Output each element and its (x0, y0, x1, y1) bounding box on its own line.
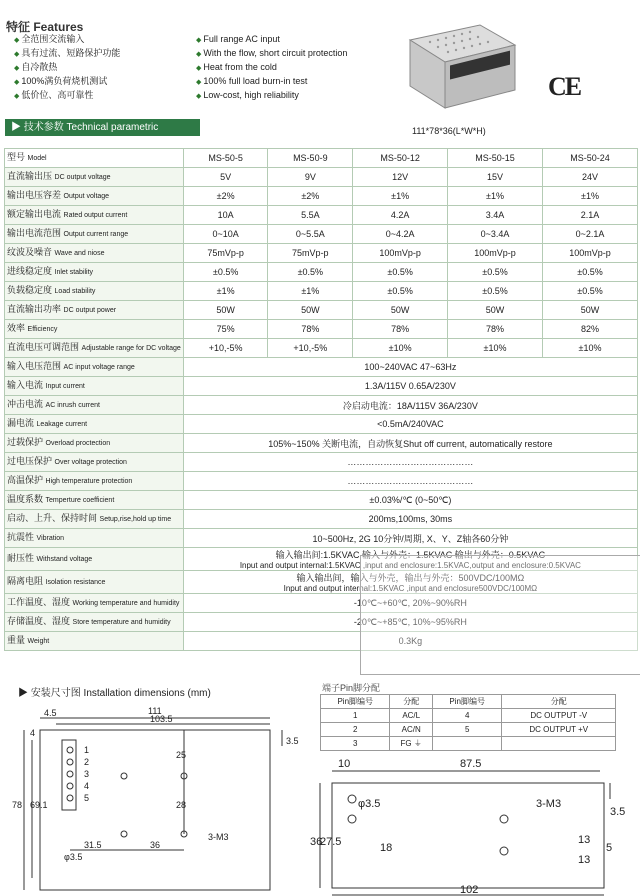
cell-value: 100~240VAC 47~63Hz (364, 362, 457, 372)
row-label-en: Over voltage protection (54, 459, 127, 466)
table-cell: ±10% (542, 339, 637, 358)
cell-value: <0.5mA/240VAC (377, 419, 444, 429)
cell-value: -10℃~+60℃, 20%~90%RH (353, 597, 467, 608)
table-cell: ±0.5% (183, 263, 268, 282)
pin-table-title: 端子Pin脚分配 (322, 683, 381, 693)
table-cell: 50W (448, 301, 543, 320)
table-row (5, 187, 638, 206)
table-cell (183, 358, 637, 377)
table-row (5, 510, 638, 529)
table-cell: 100mVp-p (542, 244, 637, 263)
table-cell: ±1% (268, 282, 353, 301)
table-cell: 82% (542, 320, 637, 339)
feature-item: ◆ Full range AC input (196, 33, 347, 47)
pin-cell: 3 (321, 737, 390, 751)
cell-value: 0.3Kg (398, 636, 423, 646)
dim-label: 3-M3 (536, 798, 562, 810)
table-row (5, 434, 638, 453)
dim-label: 3.5 (610, 806, 626, 818)
row-label (5, 339, 184, 358)
table-cell: 15V (448, 168, 543, 187)
row-label (5, 282, 184, 301)
model-header: MS-50-5 (183, 149, 268, 168)
table-header-row (5, 149, 638, 168)
feature-item: ◆ 100% full load burn-in test (196, 75, 347, 89)
row-label-cn: 效率 (7, 323, 26, 333)
table-cell: ±2% (183, 187, 268, 206)
cell-value: 105%~150% 关断电流，自动恢复Shut off current, automatically restore (268, 438, 553, 449)
row-label (5, 529, 184, 548)
cell-value: 冷启动电流：18A/115V 36A/230V (342, 400, 478, 411)
table-cell: 75mVp-p (268, 244, 353, 263)
table-cell: 100mVp-p (448, 244, 543, 263)
row-label-en: Working temperature and humidity (72, 600, 180, 607)
row-label-cn: 高温保护 (7, 475, 44, 485)
row-label-cn: 重量 (7, 635, 26, 645)
row-label (5, 510, 184, 529)
cell-value-en: Input and output internal:1.5KVAC ,input and enclosure:1.5KVAC,output and enclosure:0.5KVAC (239, 561, 581, 570)
feature-item: ◆ 具有过流、短路保护功能 (14, 47, 120, 61)
row-label-en: Inlet stability (54, 269, 94, 276)
row-label-en: Model (27, 155, 47, 162)
table-cell: 5.5A (268, 206, 353, 225)
row-label (5, 571, 184, 594)
pin-header: Pin脚编号 (432, 695, 501, 709)
table-cell: 75% (183, 320, 268, 339)
row-label-en: Temperture coefficient (45, 497, 115, 504)
row-label-en: AC inrush current (45, 402, 100, 409)
row-label-en: High temperature protection (45, 478, 133, 485)
table-cell: 10A (183, 206, 268, 225)
row-label-cn: 直流电压可调范围 (7, 342, 80, 352)
drawing-side-view (310, 755, 640, 896)
table-cell: 2.1A (542, 206, 637, 225)
table-cell (183, 510, 637, 529)
row-label (5, 377, 184, 396)
row-label-cn: 输入电流 (7, 380, 44, 390)
cell-value-en: Input and output internal:1.5KVAC ,input and enclosure500VDC/100MΩ (283, 584, 538, 593)
table-cell: ±10% (353, 339, 448, 358)
pin-cell: 5 (432, 723, 501, 737)
dim-label: φ3.5 (358, 798, 381, 810)
table-cell: ±2% (268, 187, 353, 206)
row-label-en: AC input voltage range (63, 364, 135, 371)
table-row (5, 415, 638, 434)
table-cell: +10,-5% (268, 339, 353, 358)
row-label-en: DC output voltage (54, 174, 111, 181)
row-label-en: Setup,rise,hold up time (99, 516, 172, 523)
table-cell (183, 491, 637, 510)
table-cell (183, 472, 637, 491)
row-label-en: DC output power (63, 307, 117, 314)
row-label-en: Adjustable range for DC voltage (81, 345, 181, 352)
model-header: MS-50-9 (268, 149, 353, 168)
row-label (5, 244, 184, 263)
row-label (5, 594, 184, 613)
row-label-cn: 存储温度、湿度 (7, 616, 71, 626)
dim-label: 102 (460, 884, 479, 896)
row-label (5, 263, 184, 282)
table-row (5, 377, 638, 396)
row-label-cn: 输入电压范围 (7, 361, 62, 371)
pin-cell: DC OUTPUT -V (502, 709, 616, 723)
row-label-cn: 抗震性 (7, 532, 35, 542)
feature-item: ◆ 低价位、高可靠性 (14, 89, 120, 103)
dim-label: 36 (150, 840, 161, 850)
dim-label: φ3.5 (64, 852, 83, 862)
pin-cell: AC/L (390, 709, 432, 723)
dim-label: 111 (148, 706, 162, 716)
row-label-cn: 启动、上升、保持时间 (7, 513, 98, 523)
dim-label: 87.5 (460, 758, 482, 770)
drawing-top-view (0, 700, 310, 896)
terminal-label: 2 (84, 757, 90, 767)
row-label-cn: 额定输出电流 (7, 209, 62, 219)
table-cell: 50W (353, 301, 448, 320)
row-label (5, 453, 184, 472)
terminal-label: 3 (84, 769, 90, 779)
cell-value: 1.3A/115V 0.65A/230V (364, 381, 456, 391)
row-label-cn: 冲击电流 (7, 399, 44, 409)
pin-cell: 4 (432, 709, 501, 723)
table-row (5, 168, 638, 187)
table-cell: ±1% (353, 187, 448, 206)
feature-item: ◆ 自冷散热 (14, 61, 120, 75)
row-label-en: Wave and niose (54, 250, 105, 257)
row-label-en: Input current (45, 383, 85, 390)
pin-cell: AC/N (390, 723, 432, 737)
table-cell (183, 434, 637, 453)
install-title: ▶ 安装尺寸图 Installation dimensions (mm) (18, 688, 211, 699)
table-cell: 9V (268, 168, 353, 187)
terminal-label: 4 (84, 781, 90, 791)
table-cell: ±0.5% (353, 263, 448, 282)
dim-label: 4 (30, 728, 36, 738)
table-cell: 5V (183, 168, 268, 187)
table-cell (183, 529, 637, 548)
table-cell: 0~4.2A (353, 225, 448, 244)
row-label-cn: 耐压性 (7, 553, 35, 563)
table-row (5, 358, 638, 377)
table-row (5, 282, 638, 301)
row-label (5, 301, 184, 320)
row-label-en: Overload proctection (45, 440, 111, 447)
table-cell: 50W (183, 301, 268, 320)
row-label-en: Weight (27, 638, 50, 645)
pin-cell: 1 (321, 709, 390, 723)
dim-label: 103.5 (150, 714, 173, 724)
table-cell: ±1% (542, 187, 637, 206)
ce-mark: CE (548, 72, 581, 101)
row-label-en: Isolation resistance (45, 579, 106, 586)
feature-item: ◆ 全范围交流输入 (14, 33, 120, 47)
pin-header: Pin脚编号 (321, 695, 390, 709)
table-cell: ±0.5% (448, 263, 543, 282)
row-label (5, 472, 184, 491)
table-cell (183, 453, 637, 472)
row-label (5, 415, 184, 434)
feature-item: ◆ 100%满负荷烧机测试 (14, 75, 120, 89)
table-cell: 24V (542, 168, 637, 187)
row-label-cn: 进线稳定度 (7, 266, 53, 276)
features-list-cn (14, 33, 120, 103)
cell-value: 10~500Hz, 2G 10分钟/周期, X、Y、Z轴各60分钟 (312, 533, 509, 544)
row-label-cn: 直流输出功率 (7, 304, 62, 314)
row-label-cn: 温度系数 (7, 494, 44, 504)
table-row (5, 491, 638, 510)
row-label-cn: 工作温度、湿度 (7, 597, 71, 607)
terminal-label: 1 (84, 745, 90, 755)
row-label (5, 206, 184, 225)
row-label (5, 632, 184, 651)
table-cell: 0~3.4A (448, 225, 543, 244)
table-cell: 0~5.5A (268, 225, 353, 244)
row-label (5, 491, 184, 510)
table-row (5, 225, 638, 244)
table-cell: 100mVp-p (353, 244, 448, 263)
feature-item: ◆ With the flow, short circuit protection (196, 47, 347, 61)
row-label-en: Vibration (36, 535, 65, 542)
tech-params-banner: ▶ 技术参数 Technical parametric (5, 119, 200, 136)
pin-cell (502, 737, 616, 751)
table-row (5, 529, 638, 548)
row-label (5, 358, 184, 377)
table-row (5, 244, 638, 263)
table-row (5, 396, 638, 415)
row-label-cn: 隔离电阻 (7, 576, 44, 586)
dim-label: 10 (338, 758, 351, 770)
table-row (5, 301, 638, 320)
table-row (5, 472, 638, 491)
feature-item: ◆ Heat from the cold (196, 61, 347, 75)
dim-label: 18 (380, 842, 393, 854)
row-label-cn: 负载稳定度 (7, 285, 53, 295)
model-header: MS-50-24 (542, 149, 637, 168)
dim-label: 5 (606, 842, 613, 854)
row-label (5, 548, 184, 571)
dim-label: 25 (176, 750, 187, 760)
terminal-label: 5 (84, 793, 90, 803)
features-title: 特征 Features (6, 20, 84, 34)
row-label-en: Load stability (54, 288, 96, 295)
table-cell: ±10% (448, 339, 543, 358)
row-label-cn: 过载保护 (7, 437, 44, 447)
table-cell: ±0.5% (542, 282, 637, 301)
row-label-cn: 纹波及噪音 (7, 247, 53, 257)
table-cell: 0~2.1A (542, 225, 637, 244)
row-label (5, 149, 184, 168)
feature-item: ◆ Low-cost, high reliability (196, 89, 347, 103)
pin-cell: 2 (321, 723, 390, 737)
dim-label: 31.5 (84, 840, 102, 850)
table-cell: 4.2A (353, 206, 448, 225)
model-header: MS-50-12 (353, 149, 448, 168)
cell-value: 输入输出间:1.5KVAC 输入与外壳：1.5KVAC 输出与外壳：0.5KVAC (275, 550, 546, 560)
pin-header: 分配 (502, 695, 616, 709)
row-label (5, 225, 184, 244)
row-label-en: Store temperature and humidity (72, 619, 171, 626)
pin-cell (432, 737, 501, 751)
table-row (5, 339, 638, 358)
cell-value: …………………………………… (347, 457, 474, 467)
dim-label: 13 (578, 854, 591, 866)
cell-value: ±0.03%/℃ (0~50℃) (369, 494, 452, 505)
row-label-cn: 漏电流 (7, 418, 35, 428)
table-row (5, 453, 638, 472)
table-cell: ±0.5% (542, 263, 637, 282)
row-label (5, 187, 184, 206)
cell-value: -20℃~+85℃, 10%~95%RH (353, 616, 467, 627)
table-cell: ±1% (183, 282, 268, 301)
cell-value: …………………………………… (347, 476, 474, 486)
dim-label: 3-M3 (208, 832, 229, 842)
row-label-en: Output current range (63, 231, 129, 238)
row-label (5, 396, 184, 415)
row-label (5, 613, 184, 632)
table-cell: 78% (268, 320, 353, 339)
cell-value: 输入输出间，输入与外壳，输出与外壳：500VDC/100MΩ (296, 573, 525, 583)
pin-table (320, 694, 616, 751)
dim-label: 28 (176, 800, 187, 810)
table-cell: 0~10A (183, 225, 268, 244)
table-cell: +10,-5% (183, 339, 268, 358)
row-label-en: Efficiency (27, 326, 58, 333)
row-label-en: Withstand voltage (36, 556, 93, 563)
row-label-cn: 过电压保护 (7, 456, 53, 466)
table-cell: 12V (353, 168, 448, 187)
dim-label: 27.5 (320, 836, 342, 848)
dim-label: 4.5 (44, 708, 57, 718)
table-row (5, 263, 638, 282)
table-cell: 75mVp-p (183, 244, 268, 263)
row-label-cn: 输出电压容差 (7, 190, 62, 200)
row-label-cn: 型号 (7, 152, 26, 162)
product-dimensions: 111*78*36(L*W*H) (412, 126, 486, 136)
row-label-en: Rated output current (63, 212, 128, 219)
dim-label: 13 (578, 834, 591, 846)
row-label (5, 434, 184, 453)
table-cell: ±0.5% (353, 282, 448, 301)
table-cell: 50W (542, 301, 637, 320)
row-label-en: Output voltage (63, 193, 110, 200)
pin-header: 分配 (390, 695, 432, 709)
table-cell: ±1% (448, 187, 543, 206)
table-cell: ±0.5% (448, 282, 543, 301)
row-label (5, 320, 184, 339)
table-cell: 3.4A (448, 206, 543, 225)
table-cell (183, 377, 637, 396)
table-cell (183, 396, 637, 415)
table-cell (183, 415, 637, 434)
model-header: MS-50-15 (448, 149, 543, 168)
table-row (5, 206, 638, 225)
table-cell: 50W (268, 301, 353, 320)
pin-cell: DC OUTPUT +V (502, 723, 616, 737)
table-cell: ±0.5% (268, 263, 353, 282)
row-label-en: Leakage current (36, 421, 88, 428)
row-label-cn: 直流输出压 (7, 171, 53, 181)
table-row (5, 320, 638, 339)
cell-value: 200ms,100ms, 30ms (368, 514, 453, 524)
pin-cell: FG ⏚ (390, 737, 432, 751)
power-supply-image (400, 20, 518, 112)
table-cell: 78% (448, 320, 543, 339)
overlay-panel (360, 555, 640, 675)
dim-label: 36 (310, 836, 323, 848)
table-cell: 78% (353, 320, 448, 339)
row-label (5, 168, 184, 187)
dim-label: 3.5 (286, 736, 299, 746)
features-list-en (196, 33, 347, 103)
row-label-cn: 输出电流范围 (7, 228, 62, 238)
dim-label: 78 (12, 800, 23, 810)
dim-label: 69.1 (30, 800, 48, 810)
